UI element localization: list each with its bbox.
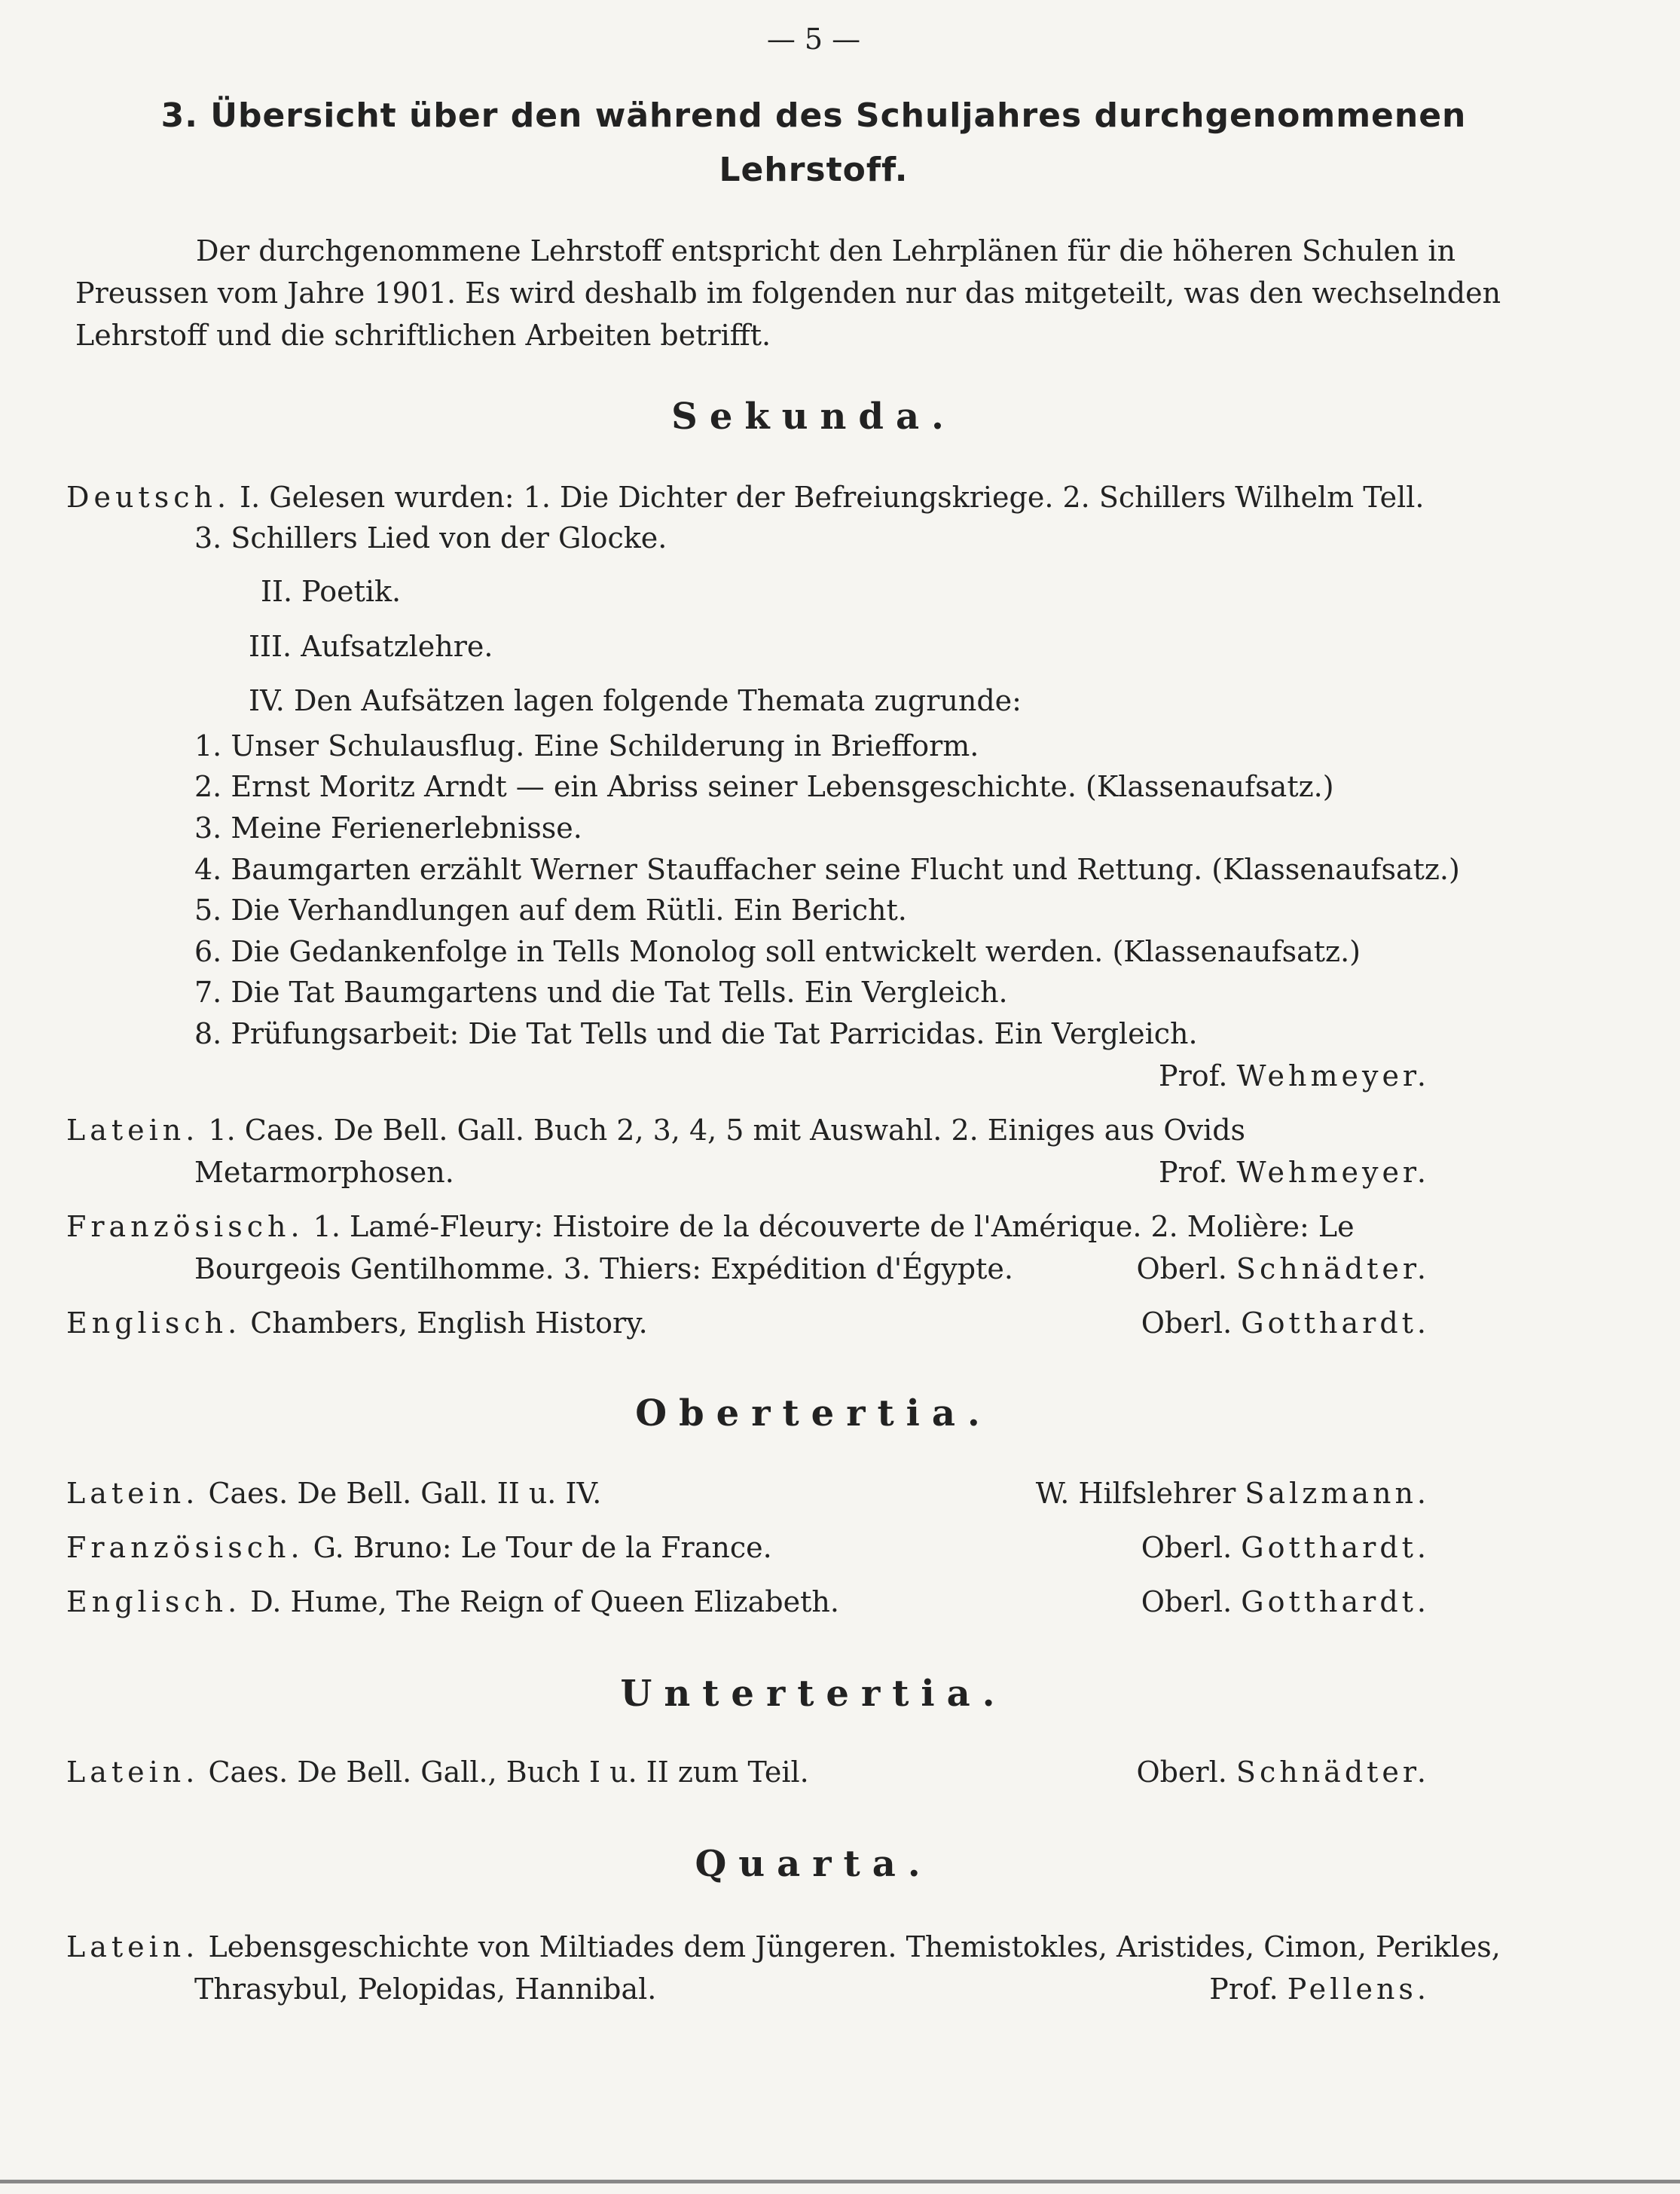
teacher-ot-englisch bbox=[1141, 1585, 1430, 1618]
teacher-deutsch bbox=[1159, 1059, 1430, 1092]
intro-line-3: Lehrstoff und die schriftlichen Arbeiten betrifft. bbox=[75, 319, 771, 352]
ot-latein-line-1: Caes. De Bell. Gall. II u. IV. bbox=[208, 1477, 602, 1510]
teacher-title: W. Hilfslehrer bbox=[1035, 1477, 1236, 1510]
bottom-border bbox=[0, 2180, 1680, 2183]
deutsch-row bbox=[66, 481, 1425, 514]
subject-deutsch: Deutsch. bbox=[66, 481, 231, 514]
heading-line-2: Lehrstoff. bbox=[719, 151, 909, 189]
teacher-ot-latein bbox=[1036, 1477, 1430, 1510]
ot-englisch-line-1: D. Hume, The Reign of Queen Elizabeth. bbox=[250, 1585, 839, 1618]
theme-item: 1. Unser Schulausflug. Eine Schilderung in Briefform. bbox=[194, 729, 979, 762]
page-number: — 5 — bbox=[766, 23, 861, 56]
teacher-title: Prof. bbox=[1159, 1156, 1228, 1189]
teacher-title: Oberl. bbox=[1141, 1585, 1233, 1618]
intro-paragraph bbox=[75, 230, 1552, 356]
ot-franzoesisch-line-1: G. Bruno: Le Tour de la France. bbox=[313, 1531, 772, 1564]
theme-item: 7. Die Tat Baumgartens und die Tat Tells. Ein Vergleich. bbox=[194, 976, 1008, 1009]
teacher-name: Salzmann. bbox=[1245, 1477, 1430, 1510]
subject-latein: Latein. bbox=[66, 1930, 200, 1963]
teacher-franzoesisch bbox=[1136, 1252, 1430, 1285]
subject-franzoesisch: Französisch. bbox=[66, 1531, 304, 1564]
ot-franzoesisch-row bbox=[66, 1531, 772, 1564]
teacher-title: Oberl. bbox=[1141, 1531, 1233, 1564]
teacher-title: Prof. bbox=[1209, 1972, 1278, 2006]
teacher-englisch bbox=[1141, 1306, 1430, 1340]
franzoesisch-line-2: Bourgeois Gentilhomme. 3. Thiers: Expédition d'Égypte. bbox=[194, 1252, 1013, 1285]
ut-latein-line-1: Caes. De Bell. Gall., Buch I u. II zum Teil. bbox=[208, 1756, 809, 1789]
intro-line-2: Preussen vom Jahre 1901. Es wird deshalb im folgenden nur das mitgeteilt, was den wechselnden bbox=[75, 277, 1501, 310]
subject-latein: Latein. bbox=[66, 1756, 200, 1789]
teacher-name: Wehmeyer. bbox=[1236, 1156, 1430, 1189]
deutsch-line-2: 3. Schillers Lied von der Glocke. bbox=[194, 521, 667, 555]
q-latein-line-2: Thrasybul, Pelopidas, Hannibal. bbox=[194, 1972, 657, 2006]
theme-item: 2. Ernst Moritz Arndt — ein Abriss seiner Lebensgeschichte. (Klassenaufsatz.) bbox=[194, 770, 1334, 803]
teacher-name: Gotthardt. bbox=[1241, 1531, 1430, 1564]
section-title-untertertia: Untertertia. bbox=[620, 1673, 1007, 1715]
subject-latein: Latein. bbox=[66, 1477, 200, 1510]
ot-latein-row bbox=[66, 1477, 601, 1510]
franzoesisch-line-1: 1. Lamé-Fleury: Histoire de la découverte de l'Amérique. 2. Molière: Le bbox=[313, 1210, 1355, 1243]
theme-item: 6. Die Gedankenfolge in Tells Monolog soll entwickelt werden. (Klassenaufsatz.) bbox=[194, 935, 1361, 968]
teacher-title: Oberl. bbox=[1136, 1756, 1227, 1789]
deutsch-poetik: II. Poetik. bbox=[261, 575, 402, 608]
heading-line-1: 3. Übersicht über den während des Schuljahres durchgenommenen bbox=[160, 96, 1467, 135]
englisch-line-1: Chambers, English History. bbox=[250, 1306, 648, 1340]
deutsch-themata-intro: IV. Den Aufsätzen lagen folgende Themata zugrunde: bbox=[249, 684, 1022, 717]
subject-englisch: Englisch. bbox=[66, 1306, 242, 1340]
theme-item: 8. Prüfungsarbeit: Die Tat Tells und die Tat Parricidas. Ein Vergleich. bbox=[194, 1017, 1198, 1050]
teacher-name: Wehmeyer. bbox=[1236, 1059, 1430, 1092]
teacher-name: Gotthardt. bbox=[1241, 1306, 1430, 1340]
ot-englisch-row bbox=[66, 1585, 839, 1618]
franzoesisch-row bbox=[66, 1210, 1355, 1243]
ut-latein-row bbox=[66, 1756, 809, 1789]
theme-item: 4. Baumgarten erzählt Werner Stauffacher seine Flucht und Rettung. (Klassenaufsatz.) bbox=[194, 853, 1460, 886]
section-title-obertertia: Obertertia. bbox=[635, 1392, 992, 1435]
latein-line-2: Metarmorphosen. bbox=[194, 1156, 454, 1189]
subject-englisch: Englisch. bbox=[66, 1585, 242, 1618]
theme-item: 5. Die Verhandlungen auf dem Rütli. Ein Bericht. bbox=[194, 894, 907, 927]
teacher-q-latein bbox=[1209, 1972, 1430, 2006]
deutsch-line-1: I. Gelesen wurden: 1. Die Dichter der Befreiungskriege. 2. Schillers Wilhelm Tell. bbox=[240, 481, 1425, 514]
teacher-name: Gotthardt. bbox=[1241, 1585, 1430, 1618]
deutsch-aufsatzlehre: III. Aufsatzlehre. bbox=[249, 630, 493, 663]
teacher-title: Oberl. bbox=[1141, 1306, 1233, 1340]
intro-line-1: Der durchgenommene Lehrstoff entspricht den Lehrplänen für die höheren Schulen in bbox=[196, 234, 1456, 267]
teacher-ut-latein bbox=[1136, 1756, 1430, 1789]
theme-item: 3. Meine Ferienerlebnisse. bbox=[194, 811, 582, 845]
teacher-name: Schnädter. bbox=[1236, 1756, 1430, 1789]
subject-latein: Latein. bbox=[66, 1114, 200, 1147]
latein-row bbox=[66, 1114, 1245, 1147]
q-latein-line-1: Lebensgeschichte von Miltiades dem Jüngeren. Themistokles, Aristides, Cimon, Perikles, bbox=[208, 1930, 1501, 1963]
subject-franzoesisch: Französisch. bbox=[66, 1210, 304, 1243]
teacher-ot-franzoesisch bbox=[1141, 1531, 1430, 1564]
section-title-quarta: Quarta. bbox=[695, 1843, 933, 1885]
teacher-latein bbox=[1159, 1156, 1430, 1189]
latein-line-1: 1. Caes. De Bell. Gall. Buch 2, 3, 4, 5 mit Auswahl. 2. Einiges aus Ovids bbox=[208, 1114, 1246, 1147]
teacher-title: Oberl. bbox=[1136, 1252, 1227, 1285]
teacher-name: Pellens. bbox=[1287, 1972, 1430, 2006]
q-latein-row bbox=[66, 1930, 1501, 1963]
section-title-sekunda: Sekunda. bbox=[671, 396, 956, 438]
teacher-name: Schnädter. bbox=[1236, 1252, 1430, 1285]
teacher-title: Prof. bbox=[1159, 1059, 1228, 1092]
englisch-row bbox=[66, 1306, 648, 1340]
